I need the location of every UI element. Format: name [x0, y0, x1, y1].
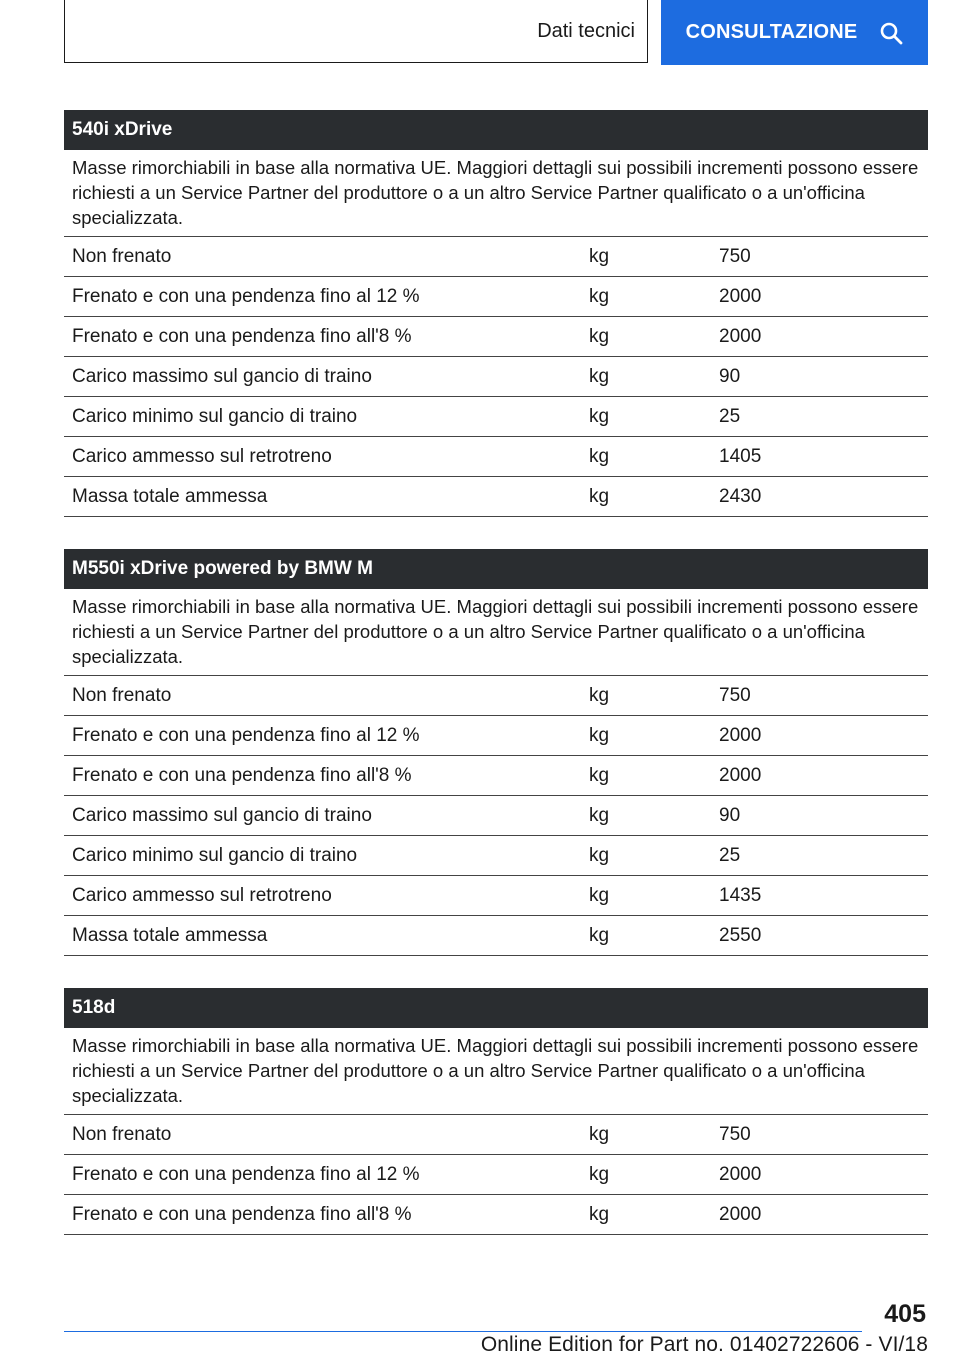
consultazione-button[interactable]	[661, 0, 928, 65]
footer-divider	[64, 1331, 862, 1332]
table-row	[64, 916, 928, 956]
table-row	[64, 317, 928, 357]
top-navigation	[64, 0, 928, 64]
row-unit: kg	[589, 366, 610, 387]
row-label: Non frenato	[72, 685, 172, 706]
table-row	[64, 277, 928, 317]
row-value: 2000	[719, 765, 762, 786]
row-label: Non frenato	[72, 246, 172, 267]
table-row	[64, 676, 928, 716]
row-value: 25	[719, 845, 741, 866]
row-unit: kg	[589, 725, 610, 746]
table-row	[64, 1115, 928, 1155]
spec-section	[64, 110, 928, 517]
table-row	[64, 397, 928, 437]
row-unit: kg	[589, 1204, 610, 1225]
row-unit: kg	[589, 845, 610, 866]
tab-dati-tecnici-label: Dati tecnici	[537, 19, 635, 42]
page-content	[64, 110, 928, 1267]
section-title: 540i xDrive	[64, 110, 928, 150]
spec-section	[64, 988, 928, 1235]
row-value: 750	[719, 1124, 751, 1145]
row-value: 2000	[719, 286, 762, 307]
row-label: Carico massimo sul gancio di traino	[72, 805, 372, 826]
row-value: 2000	[719, 1204, 762, 1225]
table-row	[64, 716, 928, 756]
row-value: 25	[719, 406, 741, 427]
row-value: 1405	[719, 446, 762, 467]
row-label: Frenato e con una pendenza fino al 12 %	[72, 725, 420, 746]
row-label: Massa totale ammessa	[72, 925, 268, 946]
table-row	[64, 756, 928, 796]
section-title: M550i xDrive powered by BMW M	[64, 549, 928, 589]
row-unit: kg	[589, 246, 610, 267]
consultazione-label: CONSULTAZIONE	[685, 21, 858, 43]
row-label: Carico minimo sul gancio di traino	[72, 406, 358, 427]
section-title: 518d	[64, 988, 928, 1028]
spec-section	[64, 549, 928, 956]
table-row	[64, 437, 928, 477]
table-row	[64, 477, 928, 517]
table-row	[64, 237, 928, 277]
row-value: 2550	[719, 925, 762, 946]
row-unit: kg	[589, 486, 610, 507]
row-value: 2000	[719, 1164, 762, 1185]
row-unit: kg	[589, 326, 610, 347]
row-label: Frenato e con una pendenza fino al 12 %	[72, 286, 420, 307]
row-unit: kg	[589, 765, 610, 786]
row-label: Massa totale ammessa	[72, 486, 268, 507]
row-label: Carico minimo sul gancio di traino	[72, 845, 358, 866]
row-unit: kg	[589, 885, 610, 906]
row-unit: kg	[589, 925, 610, 946]
section-description: Masse rimorchiabili in base alla normativa UE. Maggiori dettagli sui possibili incrementi possono essere richiesti a un Service Partner del produttore o a un altro Service Partner qualificato o a un'officina specializzata.	[64, 150, 928, 237]
row-value: 90	[719, 366, 741, 387]
table-row	[64, 836, 928, 876]
row-value: 750	[719, 685, 751, 706]
row-label: Frenato e con una pendenza fino all'8 %	[72, 326, 412, 347]
row-label: Frenato e con una pendenza fino all'8 %	[72, 1204, 412, 1225]
section-description: Masse rimorchiabili in base alla normativa UE. Maggiori dettagli sui possibili incrementi possono essere richiesti a un Service Partner del produttore o a un altro Service Partner qualificato o a un'officina specializzata.	[64, 589, 928, 676]
table-row	[64, 876, 928, 916]
footer-edition-text: Online Edition for Part no. 01402722606 - VI/18	[480, 1333, 928, 1356]
row-unit: kg	[589, 446, 610, 467]
page-number: 405	[884, 1300, 926, 1328]
row-label: Carico ammesso sul retrotreno	[72, 885, 332, 906]
row-value: 1435	[719, 885, 762, 906]
row-label: Carico massimo sul gancio di traino	[72, 366, 372, 387]
table-row	[64, 796, 928, 836]
row-unit: kg	[589, 685, 610, 706]
table-row	[64, 1195, 928, 1235]
row-unit: kg	[589, 805, 610, 826]
row-unit: kg	[589, 406, 610, 427]
row-label: Frenato e con una pendenza fino all'8 %	[72, 765, 412, 786]
row-unit: kg	[589, 286, 610, 307]
table-row	[64, 1155, 928, 1195]
row-value: 2430	[719, 486, 762, 507]
row-label: Non frenato	[72, 1124, 172, 1145]
row-label: Frenato e con una pendenza fino al 12 %	[72, 1164, 420, 1185]
row-value: 2000	[719, 725, 762, 746]
row-unit: kg	[589, 1164, 610, 1185]
row-value: 750	[719, 246, 751, 267]
tab-dati-tecnici[interactable]	[64, 0, 648, 63]
row-value: 2000	[719, 326, 762, 347]
table-row	[64, 357, 928, 397]
row-label: Carico ammesso sul retrotreno	[72, 446, 332, 467]
row-value: 90	[719, 805, 741, 826]
section-description: Masse rimorchiabili in base alla normativa UE. Maggiori dettagli sui possibili incrementi possono essere richiesti a un Service Partner del produttore o a un altro Service Partner qualificato o a un'officina specializzata.	[64, 1028, 928, 1115]
search-icon	[879, 21, 903, 45]
row-unit: kg	[589, 1124, 610, 1145]
